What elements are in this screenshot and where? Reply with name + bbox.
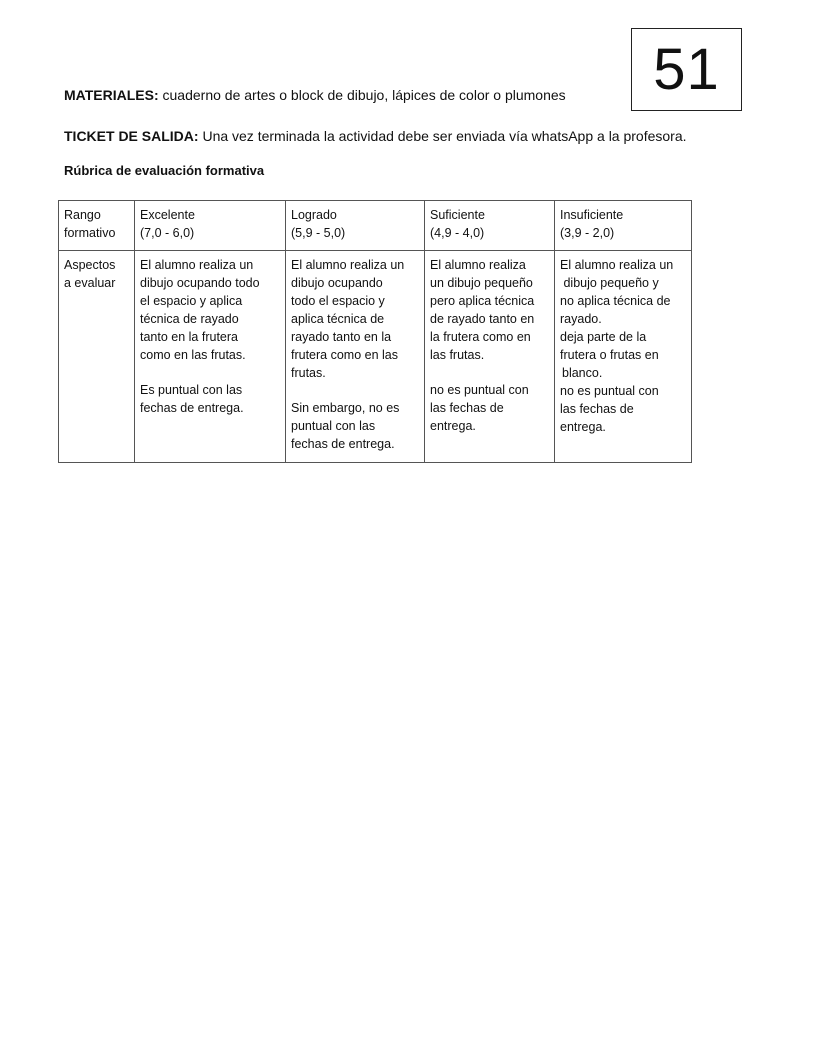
level-header-excelente <box>135 201 286 251</box>
aspect-cell-suficiente <box>425 251 555 463</box>
cell-text-line: entrega. <box>430 419 476 433</box>
cell-text-line: aplica técnica de <box>291 312 385 326</box>
cell-text-line: no es puntual con <box>560 384 659 398</box>
aspect-cell-logrado <box>286 251 425 463</box>
level-range: (7,0 - 6,0) <box>140 226 195 240</box>
page-number: 51 <box>653 36 720 102</box>
cell-text-line: la frutera como en <box>430 330 531 344</box>
paragraph-gap <box>430 364 549 381</box>
materials-label: MATERIALES: <box>64 87 159 103</box>
rango-label-line2: formativo <box>64 226 116 240</box>
ticket-line <box>64 127 687 145</box>
level-name: Logrado <box>291 208 337 222</box>
cell-text-line: rayado tanto en la <box>291 330 392 344</box>
aspect-cell-excelente <box>135 251 286 463</box>
cell-text-line: deja parte de la <box>560 330 647 344</box>
cell-text-line: El alumno realiza <box>430 258 526 272</box>
cell-text-line: todo el espacio y <box>291 294 385 308</box>
level-name: Suficiente <box>430 208 485 222</box>
aspectos-cell <box>59 251 135 463</box>
rubric-aspects-row <box>59 251 692 463</box>
cell-text-line: un dibujo pequeño <box>430 276 533 290</box>
rango-formativo-cell <box>59 201 135 251</box>
cell-text-line: dibujo ocupando todo <box>140 276 260 290</box>
cell-text-line: como en las frutas. <box>140 348 246 362</box>
level-header-logrado <box>286 201 425 251</box>
cell-text-line: frutera o frutas en <box>560 348 659 362</box>
level-range: (3,9 - 2,0) <box>560 226 615 240</box>
cell-text-line: tanto en la frutera <box>140 330 238 344</box>
cell-text-line: fechas de entrega. <box>291 437 395 451</box>
cell-text-line: rayado. <box>560 312 602 326</box>
cell-text-line: El alumno realiza un <box>560 258 674 272</box>
cell-text-line: fechas de entrega. <box>140 401 244 415</box>
cell-text-line: el espacio y aplica <box>140 294 243 308</box>
cell-text-line: no es puntual con <box>430 383 529 397</box>
aspectos-label-line1: Aspectos <box>64 258 116 272</box>
level-range: (4,9 - 4,0) <box>430 226 485 240</box>
ticket-text: Una vez terminada la actividad debe ser enviada vía whatsApp a la profesora. <box>198 128 687 144</box>
cell-text-line: El alumno realiza un <box>140 258 254 272</box>
cell-text-line: las frutas. <box>430 348 485 362</box>
level-range: (5,9 - 5,0) <box>291 226 346 240</box>
cell-text-line: frutera como en las <box>291 348 398 362</box>
cell-text-line: no aplica técnica de <box>560 294 671 308</box>
aspect-cell-insuficiente <box>555 251 692 463</box>
aspectos-label-line2: a evaluar <box>64 276 116 290</box>
cell-text-line: de rayado tanto en <box>430 312 535 326</box>
level-header-insuficiente <box>555 201 692 251</box>
paragraph-gap <box>140 364 280 381</box>
level-header-suficiente <box>425 201 555 251</box>
cell-text-line: pero aplica técnica <box>430 294 535 308</box>
cell-text-line: Es puntual con las <box>140 383 243 397</box>
ticket-label: TICKET DE SALIDA: <box>64 128 199 144</box>
page-number-box <box>631 28 742 111</box>
cell-text-line: técnica de rayado <box>140 312 239 326</box>
cell-text-line: las fechas de <box>430 401 504 415</box>
level-name: Insuficiente <box>560 208 624 222</box>
cell-text-line: El alumno realiza un <box>291 258 405 272</box>
cell-text-line: entrega. <box>560 420 606 434</box>
paragraph-gap <box>291 382 419 399</box>
materials-line <box>64 86 566 104</box>
level-name: Excelente <box>140 208 195 222</box>
cell-text-line: blanco. <box>562 366 603 380</box>
cell-text-line: dibujo pequeño y <box>560 276 659 290</box>
materials-text: cuaderno de artes o block de dibujo, lápices de color o plumones <box>158 87 566 103</box>
rubric-title: Rúbrica de evaluación formativa <box>64 163 265 178</box>
cell-text-line: frutas. <box>291 366 326 380</box>
cell-text-line: Sin embargo, no es <box>291 401 400 415</box>
cell-text-line: puntual con las <box>291 419 376 433</box>
rubric-table <box>58 200 692 463</box>
rango-label-line1: Rango <box>64 208 101 222</box>
rubric-header-row <box>59 201 692 251</box>
cell-text-line: dibujo ocupando <box>291 276 383 290</box>
cell-text-line: las fechas de <box>560 402 634 416</box>
